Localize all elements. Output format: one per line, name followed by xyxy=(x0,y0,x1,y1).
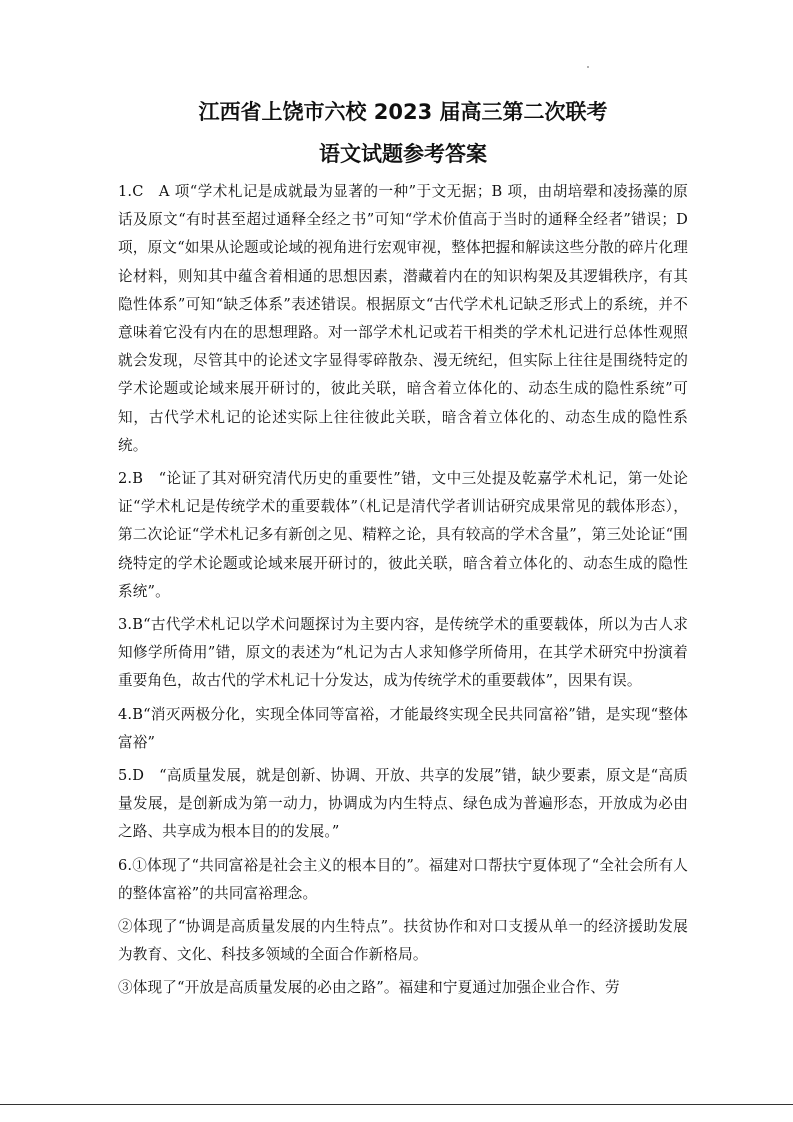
answer-item-2: 2.B “论证了其对研究清代历史的重要性”错，文中三处提及乾嘉学术札记，第一处论证“学术札记是传统学术的重要载体”（札记是清代学者训诂研究成果常见的载体形态），第二次论证“学术札记多有新创之见、精粹之论，具有较高的学术含量”，第三处论证“围绕特定的学术论题或论域来展开研讨的，彼此关联，暗含着立体化的、动态生成的隐性系统”。 xyxy=(118,470,688,600)
document-title: 江西省上饶市六校 2023 届高三第二次联考 xyxy=(198,100,608,124)
answer-list xyxy=(118,178,688,1003)
document-subtitle: 语文试题参考答案 xyxy=(319,142,487,166)
answer-item-6-point-2: ②体现了“协调是高质量发展的内生特点”。扶贫协作和对口支援从单一的经济援助发展为教育、文化、科技多领域的全面合作新格局。 xyxy=(118,918,688,964)
document-page xyxy=(118,96,688,1005)
page-bottom-rule xyxy=(0,1104,793,1105)
answer-item-4: 4.B“消灭两极分化，实现全体同等富裕，才能最终实现全民共同富裕”错，是实现“整体富裕” xyxy=(118,705,688,751)
answer-item-3: 3.B“古代学术札记以学术问题探讨为主要内容，是传统学术的重要载体，所以为古人求知修学所倚用”错，原文的表述为“札记为古人求知修学所倚用，在其学术研究中扮演着重要角色，故古代的学术札记十分发达，成为传统学术的重要载体”，因果有误。 xyxy=(118,616,688,690)
corner-dot xyxy=(587,66,589,68)
answer-item-6-point-3: ③体现了“开放是高质量发展的必由之路”。福建和宁夏通过加强企业合作、劳 xyxy=(118,979,620,997)
answer-item-1: 1.C A 项“学术札记是成就最为显著的一种”于文无据；B 项，由胡培翚和凌扬藻的原话及原文“有时甚至超过通释全经之书”可知“学术价值高于当时的通释全经者”错误；D 项，原文“如果从论题或论域的视角进行宏观审视，整体把握和解读这些分散的碎片化理论材料，则知其中蕴含着相通的思想因素，潜藏着内在的知识构架及其逻辑秩序，有其隐性体系”可知“缺乏体系”表述错误。根据原文“古代学术札记缺乏形式上的系统，并不意味着它没有内在的思想理路。对一部学术札记或若干相类的学术札记进行总体性观照就会发现，尽管其中的论述文字显得零碎散杂、漫无统纪，但实际上往往是围绕特定的学术论题或论域来展开研讨的，彼此关联，暗含着立体化的、动态生成的隐性系统”可知，古代学术札记的论述实际上往往彼此关联，暗含着立体化的、动态生成的隐性系统。 xyxy=(118,183,688,454)
answer-item-6: 6.①体现了“共同富裕是社会主义的根本目的”。福建对口帮扶宁夏体现了“全社会所有人的整体富裕”的共同富裕理念。 xyxy=(118,856,688,902)
answer-item-5: 5.D “高质量发展，就是创新、协调、开放、共享的发展”错，缺少要素，原文是“高质量发展，是创新成为第一动力，协调成为内生特点、绿色成为普遍形态，开放成为必由之路、共享成为根本目的的发展。” xyxy=(118,767,688,841)
